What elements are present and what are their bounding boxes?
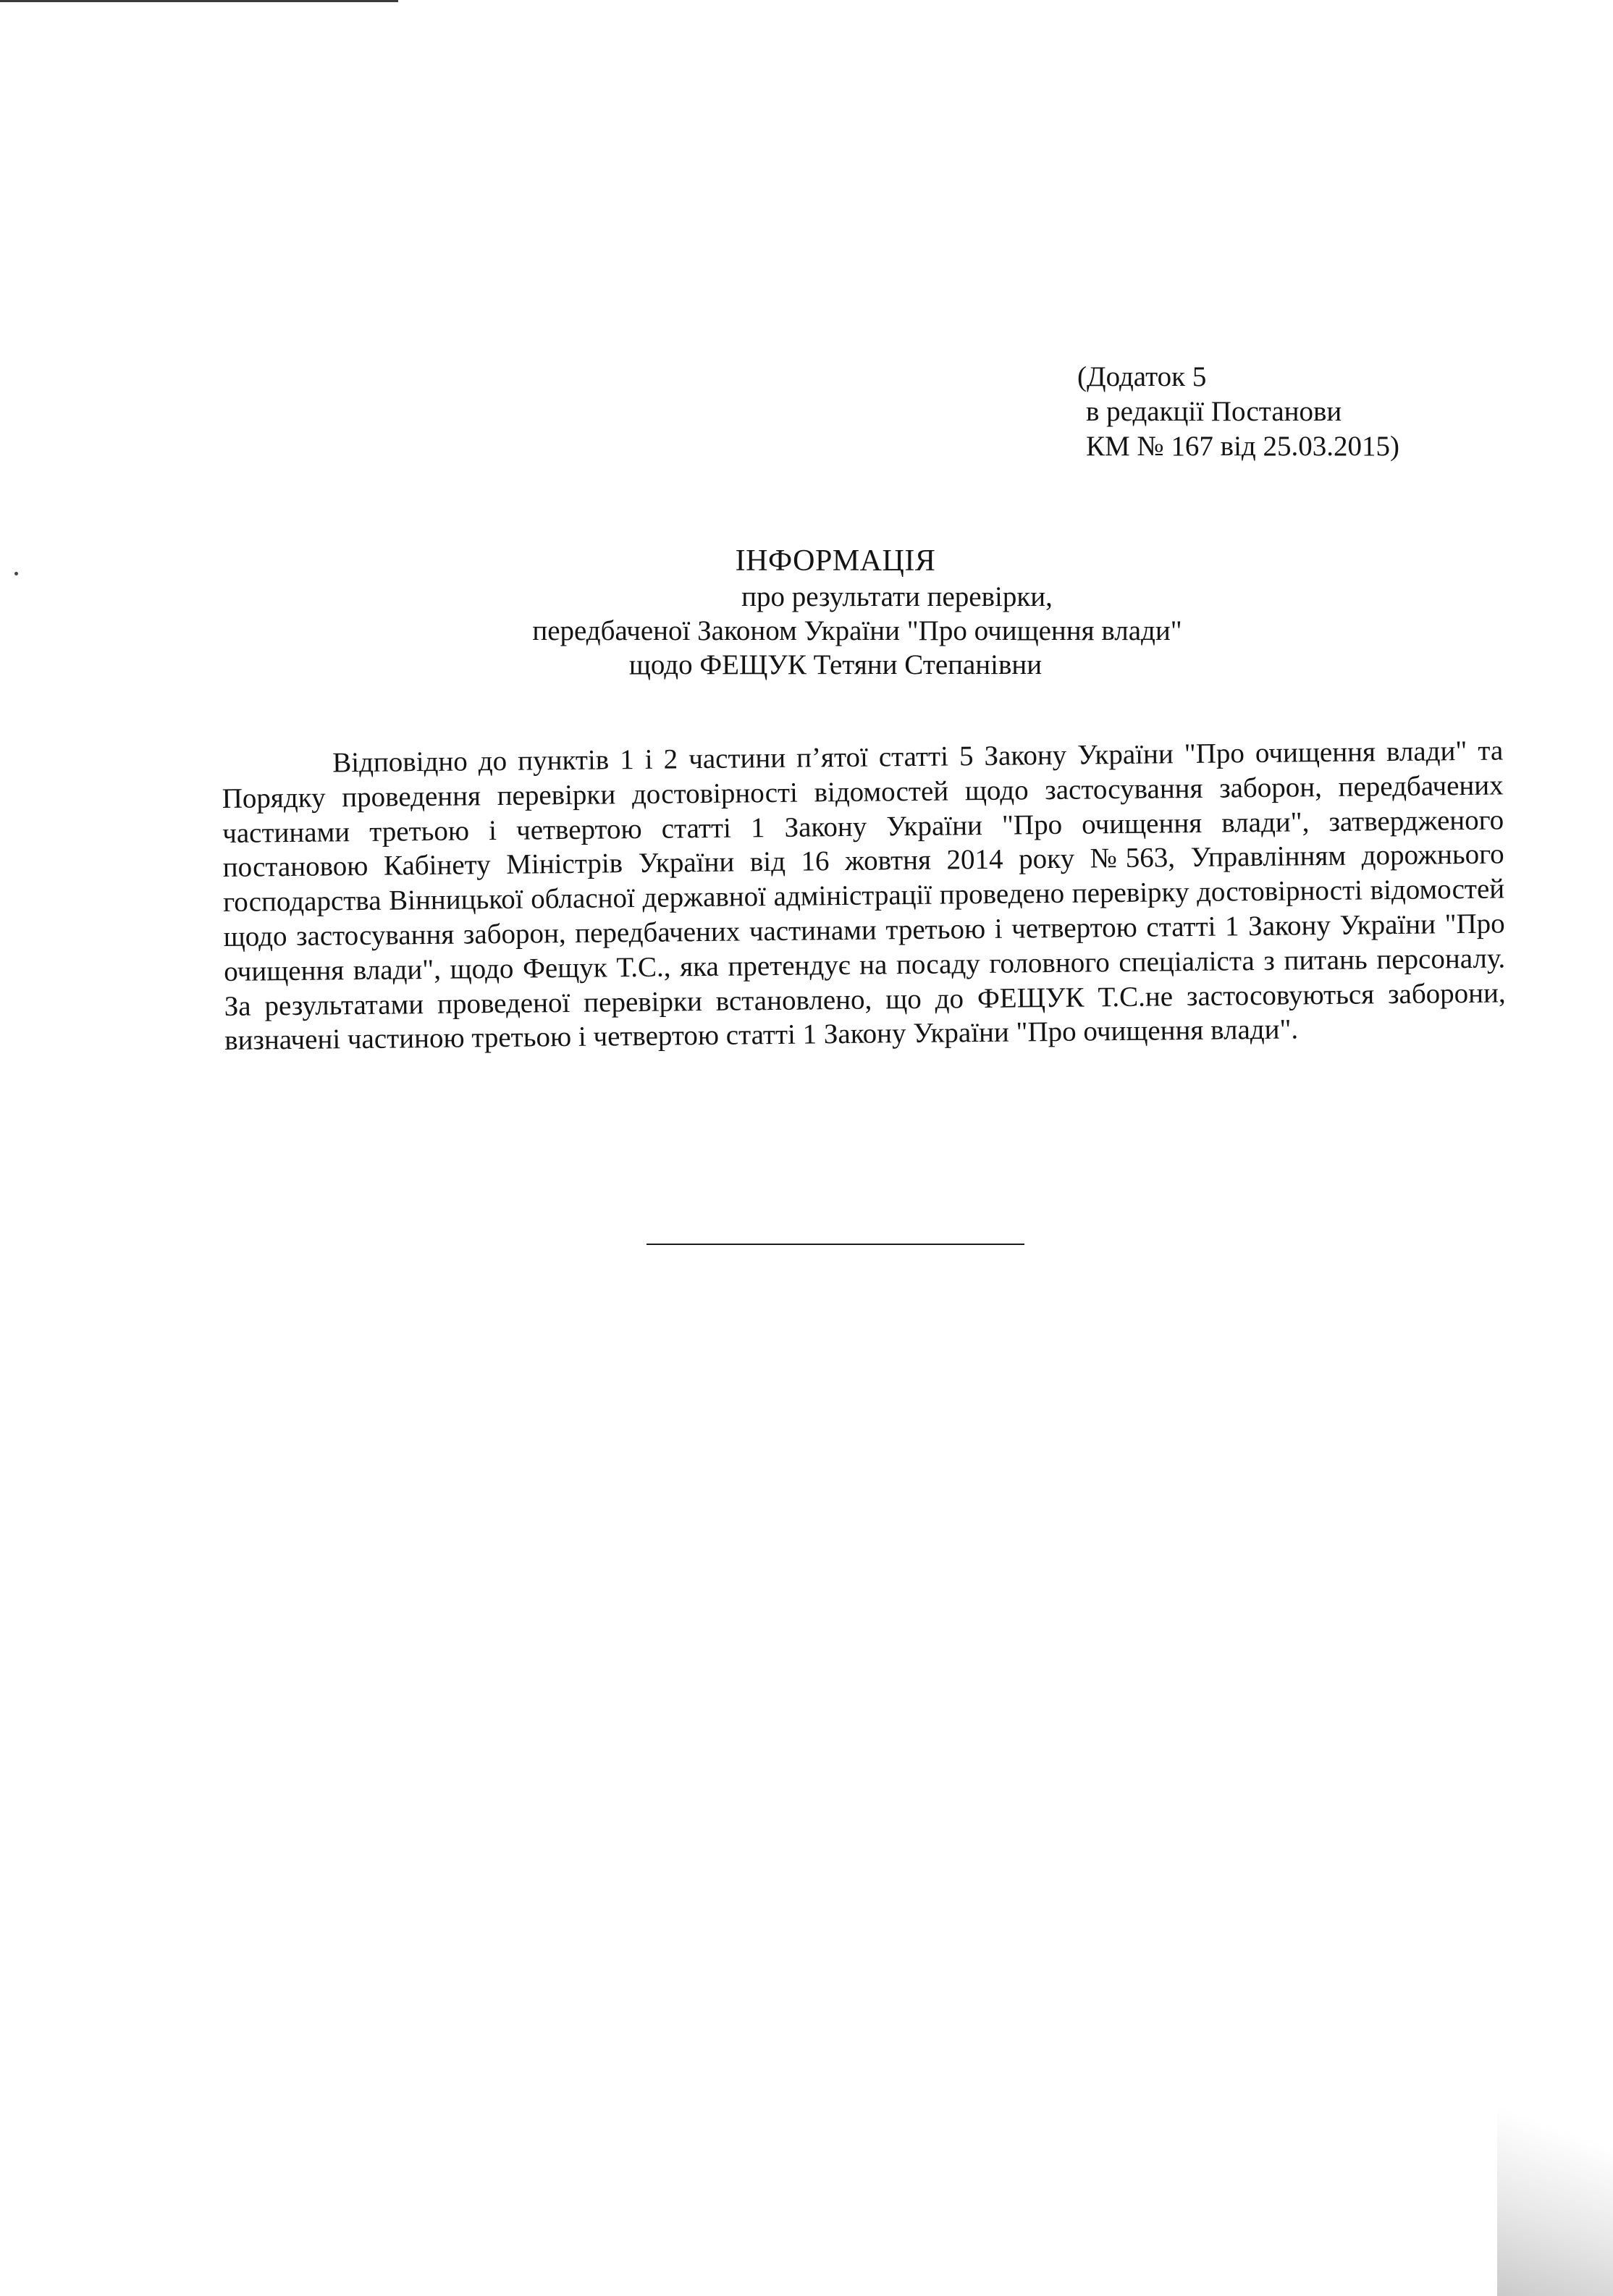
annex-line-3: КМ № 167 від 25.03.2015) bbox=[1086, 431, 1399, 462]
annex-line-2: в редакції Постанови bbox=[1086, 396, 1342, 427]
document-title: ІНФОРМАЦІЯ bbox=[735, 544, 936, 578]
annex-line-1: (Додаток 5 bbox=[1077, 361, 1207, 392]
heading-line-2: передбаченої Законом України "Про очищення влади" bbox=[532, 615, 1182, 646]
scan-corner-shadow bbox=[1497, 2021, 1613, 2296]
closing-rule bbox=[647, 1244, 1024, 1245]
annex-reference bbox=[1077, 360, 1399, 464]
heading-line-1: про результати перевірки, bbox=[741, 581, 1053, 612]
scan-edge-line bbox=[0, 0, 398, 2]
document-heading bbox=[0, 544, 1613, 682]
body-paragraph: Відповідно до пунктів 1 і 2 частини п’ятої статті 5 Закону України "Про очищення влади" та Порядку проведення перевірки достовірності відомостей щодо застосування заборон, передбачених частинами третьою і четвертою статті 1 Закону України "Про очищення влади", затвердженого постановою Кабінету Міністрів України від 16 жовтня 2014 року №563, Управлінням дорожнього господарства Вінницької обласної державної адміністрації проведено перевірку достовірності відомостей щодо застосування заборон, передбачених частинами третьою і четвертою статті 1 Закону України "Про очищення влади", щодо Фещук Т.С., яка претендує на посаду головного спеціаліста з питань персоналу. За результатами проведеної перевірки встановлено, що до ФЕЩУК Т.С.не застосовуються заборони, визначені частиною третьою і четвертою статті 1 Закону України "Про очищення влади". bbox=[222, 735, 1506, 1057]
heading-line-3: щодо ФЕЩУК Тетяни Степанівни bbox=[628, 649, 1043, 680]
